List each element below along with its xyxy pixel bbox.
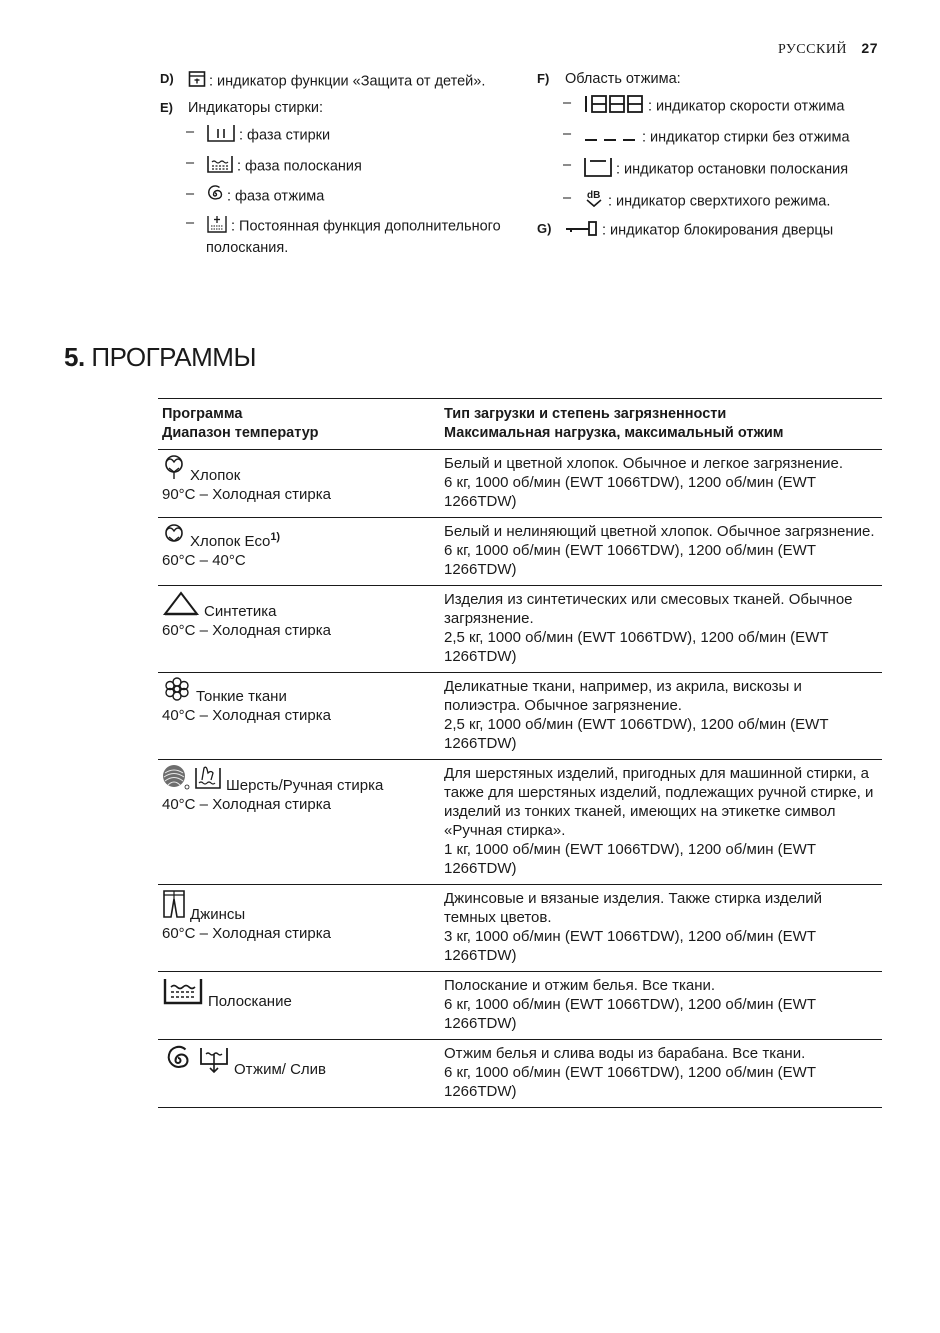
item-letter: F) xyxy=(537,71,550,86)
program-name: Шерсть/Ручная стирка xyxy=(226,777,384,794)
indicator-f-sub-4: – dB : индикатор сверхтихого режима. xyxy=(537,189,897,214)
item-letter: D) xyxy=(160,71,174,86)
indicator-text: Индикаторы стирки: xyxy=(188,100,323,116)
load-description: Джинсовые и вязаные изделия. Также стирка изделий темных цветов. xyxy=(444,890,822,926)
no-spin-dashes-icon xyxy=(583,125,639,150)
wool-ball-icon xyxy=(162,764,190,795)
program-cell xyxy=(158,1040,440,1108)
item-letter: G) xyxy=(537,221,552,236)
program-temp: 40°C – Холодная стирка xyxy=(162,796,331,813)
indicator-f-sub-1: – : индикатор скорости отжима xyxy=(537,94,897,119)
delicates-flower-icon xyxy=(162,677,192,706)
drain-icon xyxy=(198,1044,230,1079)
program-cell xyxy=(158,518,440,586)
indicator-text: : индикатор блокирования дверцы xyxy=(602,222,834,239)
header-col-program: Программа Диапазон температур xyxy=(158,399,440,450)
load-description: Деликатные ткани, например, из акрила, вискозы и полиэстра. Обычное загрязнение. xyxy=(444,678,802,714)
program-name: Хлопок Eco$^{1)}$ xyxy=(190,531,281,550)
indicator-f-sub-2: – : индикатор стирки без отжима xyxy=(537,125,897,150)
load-capacity: 2,5 кг, 1000 об/мин (EWT 1066TDW), 1200 об/мин (EWT 1266TDW) xyxy=(444,629,829,665)
cotton-flower-icon xyxy=(162,454,186,485)
header-language: РУССКИЙ xyxy=(777,42,848,57)
svg-text:dB: dB xyxy=(587,190,601,201)
program-temp: 90°C – Холодная стирка xyxy=(162,486,331,503)
indicator-e-sub-3: – : фаза отжима xyxy=(160,185,510,208)
footnote-marker: 1) xyxy=(270,531,281,543)
rinse-basin-icon xyxy=(162,976,204,1011)
indicator-e-sub-2: – : фаза полоскания xyxy=(160,154,510,179)
spin-phase-icon xyxy=(206,185,224,208)
jeans-icon xyxy=(162,889,186,924)
program-temp: 60°C – Холодная стирка xyxy=(162,925,331,942)
program-temp: 60°C – 40°C xyxy=(162,552,246,569)
program-temp: 40°C – Холодная стирка xyxy=(162,707,331,724)
section-title-text: ПРОГРАММЫ xyxy=(91,342,256,372)
load-description: Изделия из синтетических или смесовых тканей. Обычное загрязнение. xyxy=(444,591,853,627)
load-cell xyxy=(440,1040,882,1108)
header-col-load: Тип загрузки и степень загрязненности Максимальная нагрузка, максимальный отжим xyxy=(440,399,882,450)
load-description: Белый и нелиняющий цветной хлопок. Обычное загрязнение. xyxy=(444,523,875,540)
indicator-d xyxy=(160,70,510,93)
table-row xyxy=(158,972,882,1040)
spin-spiral-icon xyxy=(162,1044,194,1079)
program-name: Полоскание xyxy=(208,993,292,1010)
indicator-text: Область отжима: xyxy=(565,71,681,87)
program-cell xyxy=(158,885,440,972)
load-capacity: 3 кг, 1000 об/мин (EWT 1066TDW), 1200 об/мин (EWT 1266TDW) xyxy=(444,928,816,964)
sub-text: : фаза отжима xyxy=(227,188,325,205)
db-quiet-icon xyxy=(583,189,605,214)
child-lock-icon xyxy=(188,70,206,93)
program-cell xyxy=(158,586,440,673)
door-lock-icon xyxy=(565,220,599,241)
indicator-e-sub-1: – : фаза стирки xyxy=(160,123,510,148)
sub-text: : индикатор остановки полоскания xyxy=(616,161,849,178)
indicator-text: : индикатор функции «Защита от детей». xyxy=(209,73,486,90)
program-cell xyxy=(158,450,440,518)
table-row xyxy=(158,760,882,885)
program-name: Джинсы xyxy=(190,906,246,923)
table-row xyxy=(158,1040,882,1108)
sub-text: : индикатор сверхтихого режима. xyxy=(608,193,831,210)
sub-text: : фаза стирки xyxy=(239,127,331,144)
cotton-eco-flower-icon xyxy=(162,522,186,551)
program-name: Хлопок xyxy=(190,467,241,484)
load-description: Белый и цветной хлопок. Обычное и легкое загрязнение. xyxy=(444,455,844,472)
table-row xyxy=(158,450,882,518)
spin-speed-digits-icon xyxy=(583,94,645,119)
load-cell xyxy=(440,760,882,885)
load-cell xyxy=(440,885,882,972)
item-letter: E) xyxy=(160,100,173,115)
load-cell xyxy=(440,586,882,673)
load-cell xyxy=(440,518,882,586)
load-description: Для шерстяных изделий, пригодных для машинной стирки, а также для шерстяных изделий, подлежащих ручной стирке, и изделий из тонких тканей, имеющих на этикетке символ «Ручная стирка». xyxy=(444,765,874,839)
table-row xyxy=(158,885,882,972)
rinse-phase-icon xyxy=(206,154,234,179)
sub-text: : фаза полоскания xyxy=(237,158,362,175)
load-capacity: 2,5 кг, 1000 об/мин (EWT 1066TDW), 1200 об/мин (EWT 1266TDW) xyxy=(444,716,829,752)
table-row xyxy=(158,673,882,760)
load-cell xyxy=(440,450,882,518)
sub-text: : Постоянная функция дополнительного полоскания. xyxy=(206,218,501,256)
synthetics-triangle-icon xyxy=(162,590,200,621)
program-temp: 60°C – Холодная стирка xyxy=(162,622,331,639)
page-header xyxy=(778,40,878,58)
table-header-row xyxy=(158,399,882,450)
extra-rinse-icon xyxy=(206,214,228,239)
load-capacity: 6 кг, 1000 об/мин (EWT 1066TDW), 1200 об/мин (EWT 1266TDW) xyxy=(444,542,816,578)
wash-phase-icon xyxy=(206,123,236,148)
load-description: Полоскание и отжим белья. Все ткани. xyxy=(444,977,716,994)
section-title xyxy=(64,342,256,373)
table-row xyxy=(158,518,882,586)
program-cell xyxy=(158,673,440,760)
program-cell xyxy=(158,760,440,885)
program-name: Тонкие ткани xyxy=(196,688,287,705)
load-description: Отжим белья и слива воды из барабана. Все ткани. xyxy=(444,1045,806,1062)
program-cell xyxy=(158,972,440,1040)
load-capacity: 1 кг, 1000 об/мин (EWT 1066TDW), 1200 об/мин (EWT 1266TDW) xyxy=(444,841,816,877)
programs-table xyxy=(158,398,882,1108)
indicator-f-sub-3: – : индикатор остановки полоскания xyxy=(537,156,897,183)
indicator-g xyxy=(537,220,897,241)
sub-text: : индикатор стирки без отжима xyxy=(642,129,850,146)
program-name: Синтетика xyxy=(204,603,277,620)
load-capacity: 6 кг, 1000 об/мин (EWT 1066TDW), 1200 об/мин (EWT 1266TDW) xyxy=(444,474,816,510)
load-cell xyxy=(440,673,882,760)
table-row xyxy=(158,586,882,673)
indicators-left-column xyxy=(160,70,510,263)
rinse-hold-icon xyxy=(583,156,613,183)
load-cell xyxy=(440,972,882,1040)
load-capacity: 6 кг, 1000 об/мин (EWT 1066TDW), 1200 об/мин (EWT 1266TDW) xyxy=(444,1064,816,1100)
sub-text: : индикатор скорости отжима xyxy=(648,98,845,115)
page-number: 27 xyxy=(861,40,878,56)
indicators-right-column xyxy=(537,70,897,247)
indicator-f xyxy=(537,70,897,88)
section-number: 5. xyxy=(64,342,85,372)
load-capacity: 6 кг, 1000 об/мин (EWT 1066TDW), 1200 об/мин (EWT 1266TDW) xyxy=(444,996,816,1032)
indicator-e-sub-4: – : Постоянная функция дополнительного полоскания. xyxy=(186,215,501,256)
hand-wash-icon xyxy=(194,764,222,795)
program-name: Отжим/ Слив xyxy=(234,1061,327,1078)
indicator-e xyxy=(160,99,510,117)
